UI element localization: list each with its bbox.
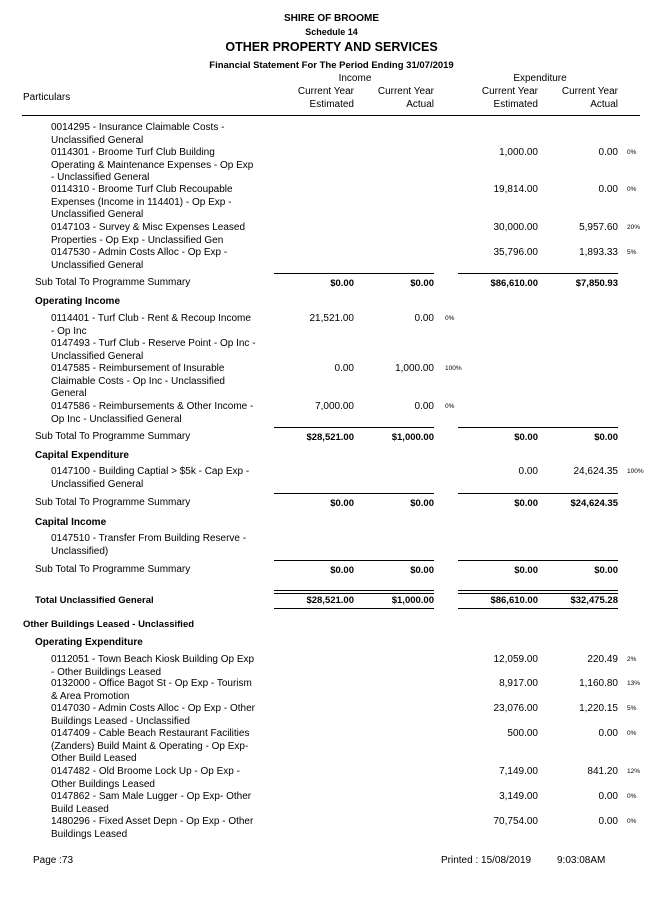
expenditure-estimated-value: 12,059.00 bbox=[493, 654, 538, 665]
subtotal-rule bbox=[274, 560, 434, 561]
subtotal-income-actual: $0.00 bbox=[410, 498, 434, 509]
income-estimated-header: Current Year Estimated bbox=[297, 86, 354, 110]
subtotal-label: Sub Total To Programme Summary bbox=[35, 277, 191, 288]
line-item-desc: 0147482 - Old Broome Lock Up - Op Exp - Other Buildings Leased bbox=[51, 766, 240, 790]
line-item-desc: 0147586 - Reimbursements & Other Income - Op Inc - Unclassified General bbox=[51, 401, 254, 425]
printed-time: 9:03:08AM bbox=[557, 855, 606, 866]
expenditure-estimated-value: 3,149.00 bbox=[499, 791, 538, 802]
subtotal-income-estimated: $28,521.00 bbox=[306, 432, 354, 443]
expenditure-percent: 12% bbox=[627, 768, 641, 775]
subtotal-income-actual: $0.00 bbox=[410, 278, 434, 289]
shire-name: SHIRE OF BROOME bbox=[283, 13, 379, 24]
total-expenditure-actual: $32,475.28 bbox=[570, 595, 618, 606]
line-item-desc: 0147103 - Survey & Misc Expenses Leased Properties - Op Exp - Unclassified Gen bbox=[51, 222, 245, 246]
line-item-desc: 0147530 - Admin Costs Alloc - Op Exp - Unclassified General bbox=[51, 247, 228, 271]
income-estimated-value: 7,000.00 bbox=[315, 401, 354, 412]
expenditure-percent: 20% bbox=[627, 224, 641, 231]
expenditure-estimated-value: 70,754.00 bbox=[493, 816, 538, 827]
expenditure-percent: 0% bbox=[627, 730, 637, 737]
subtotal-income-estimated: $0.00 bbox=[330, 498, 354, 509]
expenditure-actual-value: 841.20 bbox=[587, 766, 618, 777]
expenditure-percent: 0% bbox=[627, 793, 637, 800]
subtotal-expenditure-actual: $24,624.35 bbox=[570, 498, 618, 509]
expenditure-actual-value: 0.00 bbox=[598, 791, 618, 802]
expenditure-actual-value: 1,160.80 bbox=[579, 678, 618, 689]
income-estimated-value: 21,521.00 bbox=[309, 313, 354, 324]
total-rule-bottom bbox=[274, 608, 434, 609]
income-percent: 100% bbox=[445, 365, 462, 372]
particulars-header: Particulars bbox=[23, 92, 71, 103]
line-item-desc: 0147030 - Admin Costs Alloc - Op Exp - Other Buildings Leased - Unclassified bbox=[51, 703, 255, 727]
line-item-desc: 0114310 - Broome Turf Club Recoupable Expenses (Income in 114401) - Op Exp - Unclassified General bbox=[51, 184, 233, 220]
expenditure-estimated-value: 500.00 bbox=[507, 728, 538, 739]
statement-period: Financial Statement For The Period Ending 31/07/2019 bbox=[209, 60, 454, 71]
expenditure-actual-value: 24,624.35 bbox=[573, 466, 618, 477]
section-heading-operating-income: Operating Income bbox=[35, 296, 121, 307]
expenditure-percent: 0% bbox=[627, 186, 637, 193]
subtotal-expenditure-estimated: $0.00 bbox=[514, 432, 538, 443]
subtotal-rule bbox=[274, 493, 434, 494]
subtotal-income-estimated: $0.00 bbox=[330, 278, 354, 289]
expenditure-actual-value: 0.00 bbox=[598, 728, 618, 739]
section-heading-capital-expenditure: Capital Expenditure bbox=[35, 450, 129, 461]
line-item-desc: 0112051 - Town Beach Kiosk Building Op Exp - Other Buildings Leased bbox=[51, 654, 255, 678]
expenditure-actual-value: 1,893.33 bbox=[579, 247, 618, 258]
expenditure-percent: 5% bbox=[627, 249, 637, 256]
line-item-desc: 0147100 - Building Captial > $5k - Cap Exp - Unclassified General bbox=[51, 466, 250, 490]
income-actual-value: 1,000.00 bbox=[395, 363, 434, 374]
schedule-number: Schedule 14 bbox=[305, 27, 358, 37]
expenditure-estimated-value: 0.00 bbox=[518, 466, 538, 477]
section-heading-capital-income: Capital Income bbox=[35, 517, 107, 528]
income-actual-header: Current Year Actual bbox=[377, 86, 434, 110]
subtotal-income-estimated: $0.00 bbox=[330, 565, 354, 576]
expenditure-estimated-header: Current Year Estimated bbox=[481, 86, 538, 110]
total-income-actual: $1,000.00 bbox=[391, 595, 434, 606]
section-heading-operating-expenditure: Operating Expenditure bbox=[35, 637, 143, 648]
line-item-desc: 0147510 - Transfer From Building Reserve - Unclassified) bbox=[51, 533, 247, 557]
subtotal-expenditure-actual: $0.00 bbox=[594, 565, 618, 576]
group-heading-other-buildings: Other Buildings Leased - Unclassified bbox=[23, 619, 195, 630]
expenditure-estimated-value: 23,076.00 bbox=[493, 703, 538, 714]
income-estimated-value: 0.00 bbox=[334, 363, 354, 374]
expenditure-estimated-value: 30,000.00 bbox=[493, 222, 538, 233]
line-item-desc: 0014295 - Insurance Claimable Costs - Unclassified General bbox=[51, 122, 225, 146]
line-item-desc: 0147493 - Turf Club - Reserve Point - Op Inc - Unclassified General bbox=[51, 338, 256, 362]
subtotal-expenditure-estimated: $0.00 bbox=[514, 565, 538, 576]
subtotal-expenditure-actual: $7,850.93 bbox=[575, 278, 618, 289]
total-label: Total Unclassified General bbox=[35, 595, 154, 606]
line-item-desc: 0114301 - Broome Turf Club Building Operating & Maintenance Expenses - Op Exp - Unclassified General bbox=[51, 147, 254, 183]
subtotal-rule bbox=[274, 273, 434, 274]
expenditure-estimated-value: 7,149.00 bbox=[499, 766, 538, 777]
expenditure-percent: 2% bbox=[627, 656, 637, 663]
expenditure-actual-value: 0.00 bbox=[598, 147, 618, 158]
total-rule bbox=[274, 590, 434, 594]
expenditure-actual-value: 5,957.60 bbox=[579, 222, 618, 233]
expenditure-actual-value: 220.49 bbox=[587, 654, 618, 665]
expenditure-percent: 100% bbox=[627, 468, 644, 475]
expenditure-percent: 0% bbox=[627, 818, 637, 825]
subtotal-rule bbox=[274, 427, 434, 428]
expenditure-actual-header: Current Year Actual bbox=[561, 86, 618, 110]
expenditure-actual-value: 0.00 bbox=[598, 816, 618, 827]
subtotal-expenditure-estimated: $0.00 bbox=[514, 498, 538, 509]
line-item-desc: 0132000 - Office Bagot St - Op Exp - Tourism & Area Promotion bbox=[51, 678, 252, 702]
expenditure-percent: 13% bbox=[627, 680, 641, 687]
header-rule bbox=[22, 115, 640, 116]
subtotal-rule bbox=[458, 273, 618, 274]
subtotal-income-actual: $0.00 bbox=[410, 565, 434, 576]
expenditure-percent: 0% bbox=[627, 149, 637, 156]
expenditure-percent: 5% bbox=[627, 705, 637, 712]
total-rule-bottom bbox=[458, 608, 618, 609]
subtotal-expenditure-actual: $0.00 bbox=[594, 432, 618, 443]
subtotal-rule bbox=[458, 427, 618, 428]
total-income-estimated: $28,521.00 bbox=[306, 595, 354, 606]
expenditure-actual-value: 0.00 bbox=[598, 184, 618, 195]
income-actual-value: 0.00 bbox=[414, 313, 434, 324]
subtotal-label: Sub Total To Programme Summary bbox=[35, 497, 191, 508]
page-number: Page :73 bbox=[33, 855, 74, 866]
line-item-desc: 1480296 - Fixed Asset Depn - Op Exp - Other Buildings Leased bbox=[51, 816, 254, 840]
income-percent: 0% bbox=[445, 403, 455, 410]
subtotal-label: Sub Total To Programme Summary bbox=[35, 564, 191, 575]
expenditure-actual-value: 1,220.15 bbox=[579, 703, 618, 714]
expenditure-header: Expenditure bbox=[513, 73, 567, 84]
printed-date: Printed : 15/08/2019 bbox=[441, 855, 532, 866]
income-percent: 0% bbox=[445, 315, 455, 322]
subtotal-income-actual: $1,000.00 bbox=[391, 432, 434, 443]
subtotal-rule bbox=[458, 493, 618, 494]
line-item-desc: 0147585 - Reimbursement of Insurable Claimable Costs - Op Inc - Unclassified General bbox=[51, 363, 225, 399]
line-item-desc: 0147409 - Cable Beach Restaurant Facilities (Zanders) Build Maint & Operating - Op Exp-Other Build Leased bbox=[51, 728, 250, 764]
total-expenditure-estimated: $86,610.00 bbox=[490, 595, 538, 606]
report-title: OTHER PROPERTY AND SERVICES bbox=[225, 40, 438, 54]
subtotal-expenditure-estimated: $86,610.00 bbox=[490, 278, 538, 289]
expenditure-estimated-value: 1,000.00 bbox=[499, 147, 538, 158]
expenditure-estimated-value: 19,814.00 bbox=[493, 184, 538, 195]
total-rule bbox=[458, 590, 618, 594]
expenditure-estimated-value: 35,796.00 bbox=[493, 247, 538, 258]
income-actual-value: 0.00 bbox=[414, 401, 434, 412]
line-item-desc: 0114401 - Turf Club - Rent & Recoup Income - Op Inc bbox=[51, 313, 251, 337]
line-item-desc: 0147862 - Sam Male Lugger - Op Exp- Other Build Leased bbox=[51, 791, 252, 815]
subtotal-rule bbox=[458, 560, 618, 561]
subtotal-label: Sub Total To Programme Summary bbox=[35, 431, 191, 442]
income-header: Income bbox=[338, 73, 372, 84]
expenditure-estimated-value: 8,917.00 bbox=[499, 678, 538, 689]
